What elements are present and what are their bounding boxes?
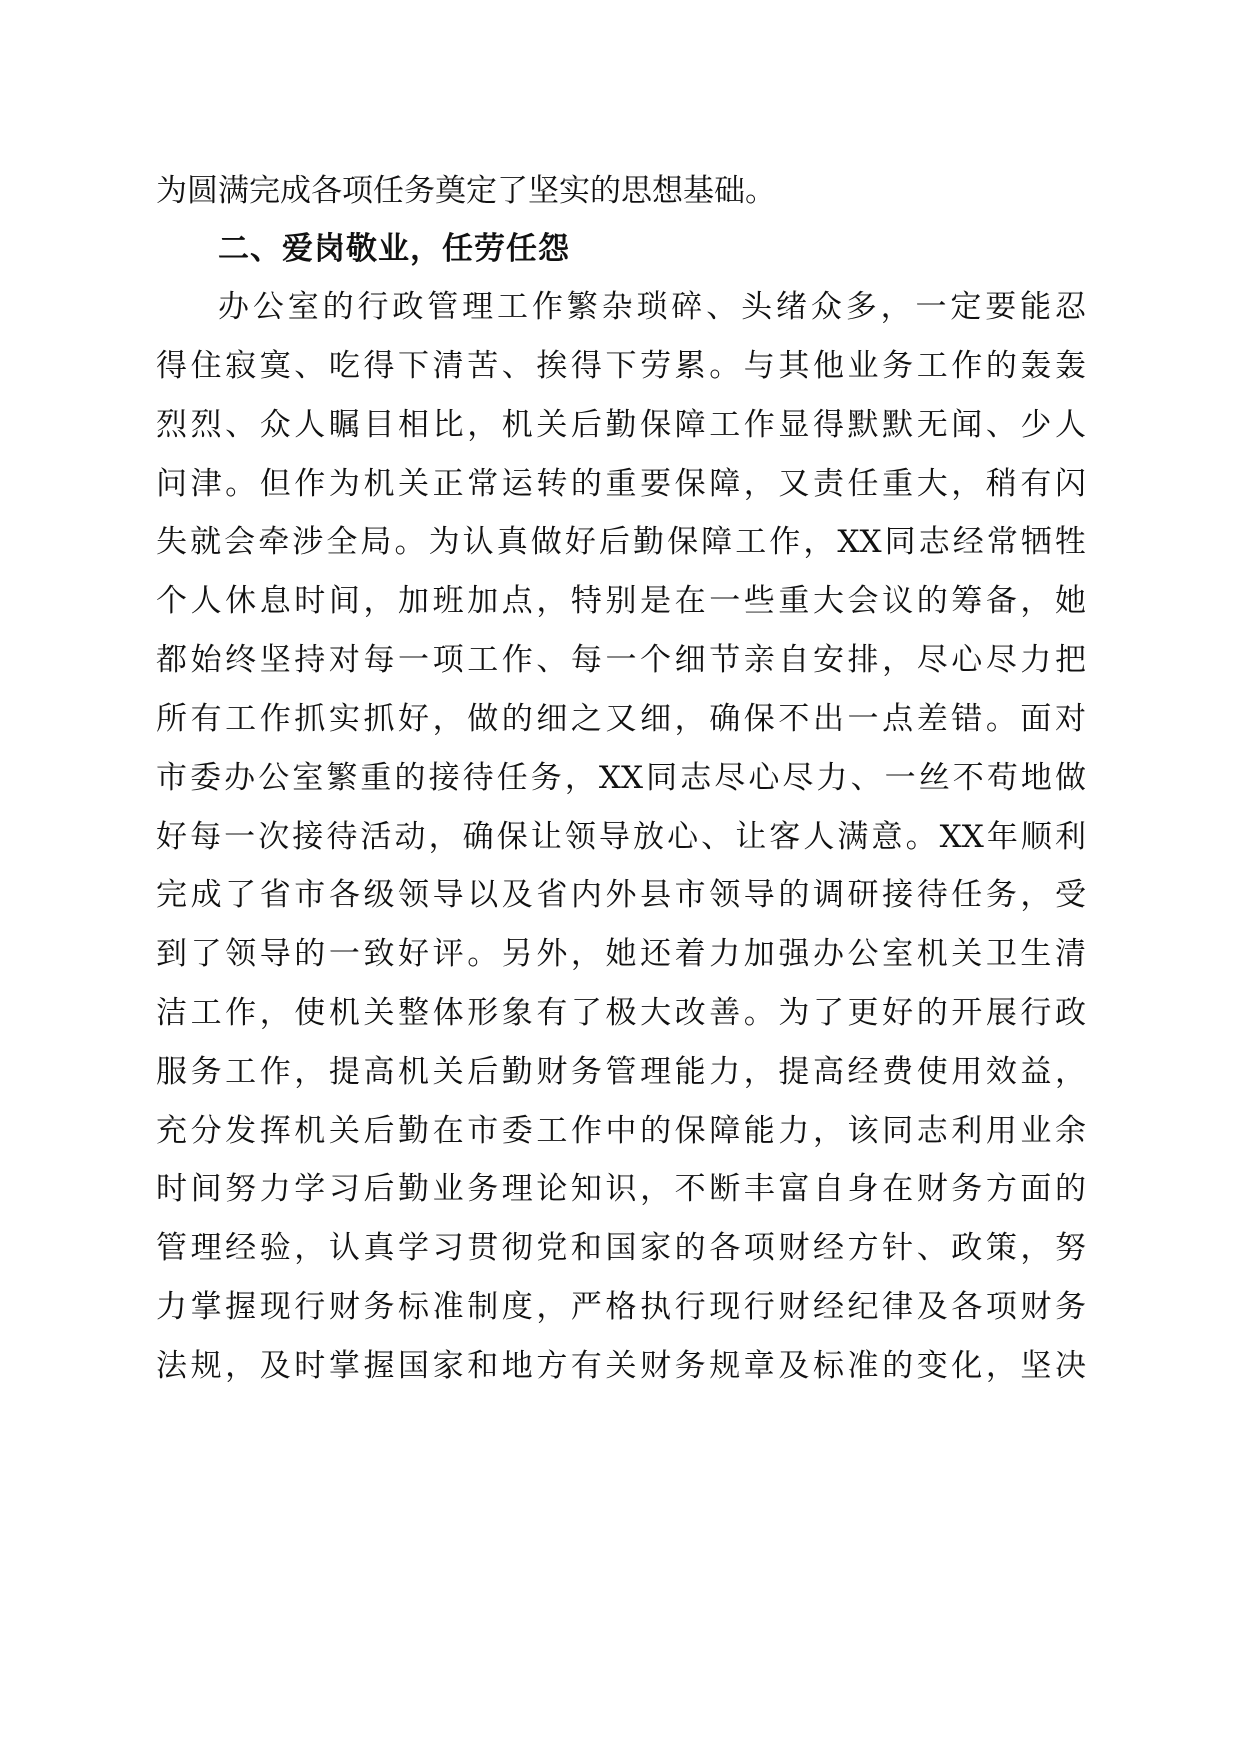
paragraph-line: 服务工作，提高机关后勤财务管理能力，提高经费使用效益，	[156, 1054, 1086, 1090]
paragraph-line: 得住寂寞、吃得下清苦、挨得下劳累。与其他业务工作的轰轰	[156, 348, 1086, 384]
paragraph-line: 完成了省市各级领导以及省内外县市领导的调研接待任务，受	[156, 877, 1086, 913]
paragraph-line: 烈烈、众人瞩目相比，机关后勤保障工作显得默默无闻、少人	[156, 407, 1086, 443]
paragraph-line: 都始终坚持对每一项工作、每一个细节亲自安排，尽心尽力把	[156, 642, 1086, 678]
paragraph-line: 法规，及时掌握国家和地方有关财务规章及标准的变化，坚决	[156, 1348, 1086, 1384]
paragraph-line: 力掌握现行财务标准制度，严格执行现行财经纪律及各项财务	[156, 1289, 1086, 1325]
paragraph-line: 洁工作，使机关整体形象有了极大改善。为了更好的开展行政	[156, 995, 1086, 1031]
paragraph-line: 个人休息时间，加班加点，特别是在一些重大会议的筹备，她	[156, 583, 1086, 619]
paragraph-line: 到了领导的一致好评。另外，她还着力加强办公室机关卫生清	[156, 936, 1086, 972]
paragraph-line: 好每一次接待活动，确保让领导放心、让客人满意。XX年顺利	[156, 819, 1086, 855]
paragraph-line: 问津。但作为机关正常运转的重要保障，又责任重大，稍有闪	[156, 466, 1086, 502]
paragraph-line: 所有工作抓实抓好，做的细之又细，确保不出一点差错。面对	[156, 701, 1086, 737]
carryover-line: 为圆满完成各项任务奠定了坚实的思想基础。	[156, 173, 776, 209]
paragraph-line: 时间努力学习后勤业务理论知识，不断丰富自身在财务方面的	[156, 1171, 1086, 1207]
paragraph-line: 失就会牵涉全局。为认真做好后勤保障工作，XX同志经常牺牲	[156, 524, 1086, 560]
paragraph-line: 管理经验，认真学习贯彻党和国家的各项财经方针、政策，努	[156, 1230, 1086, 1266]
section-heading: 二、爱岗敬业，任劳任怨	[218, 231, 570, 267]
paragraph-line: 办公室的行政管理工作繁杂琐碎、头绪众多，一定要能忍	[218, 289, 1086, 325]
paragraph-line: 充分发挥机关后勤在市委工作中的保障能力，该同志利用业余	[156, 1113, 1086, 1149]
paragraph-line: 市委办公室繁重的接待任务，XX同志尽心尽力、一丝不苟地做	[156, 760, 1086, 796]
